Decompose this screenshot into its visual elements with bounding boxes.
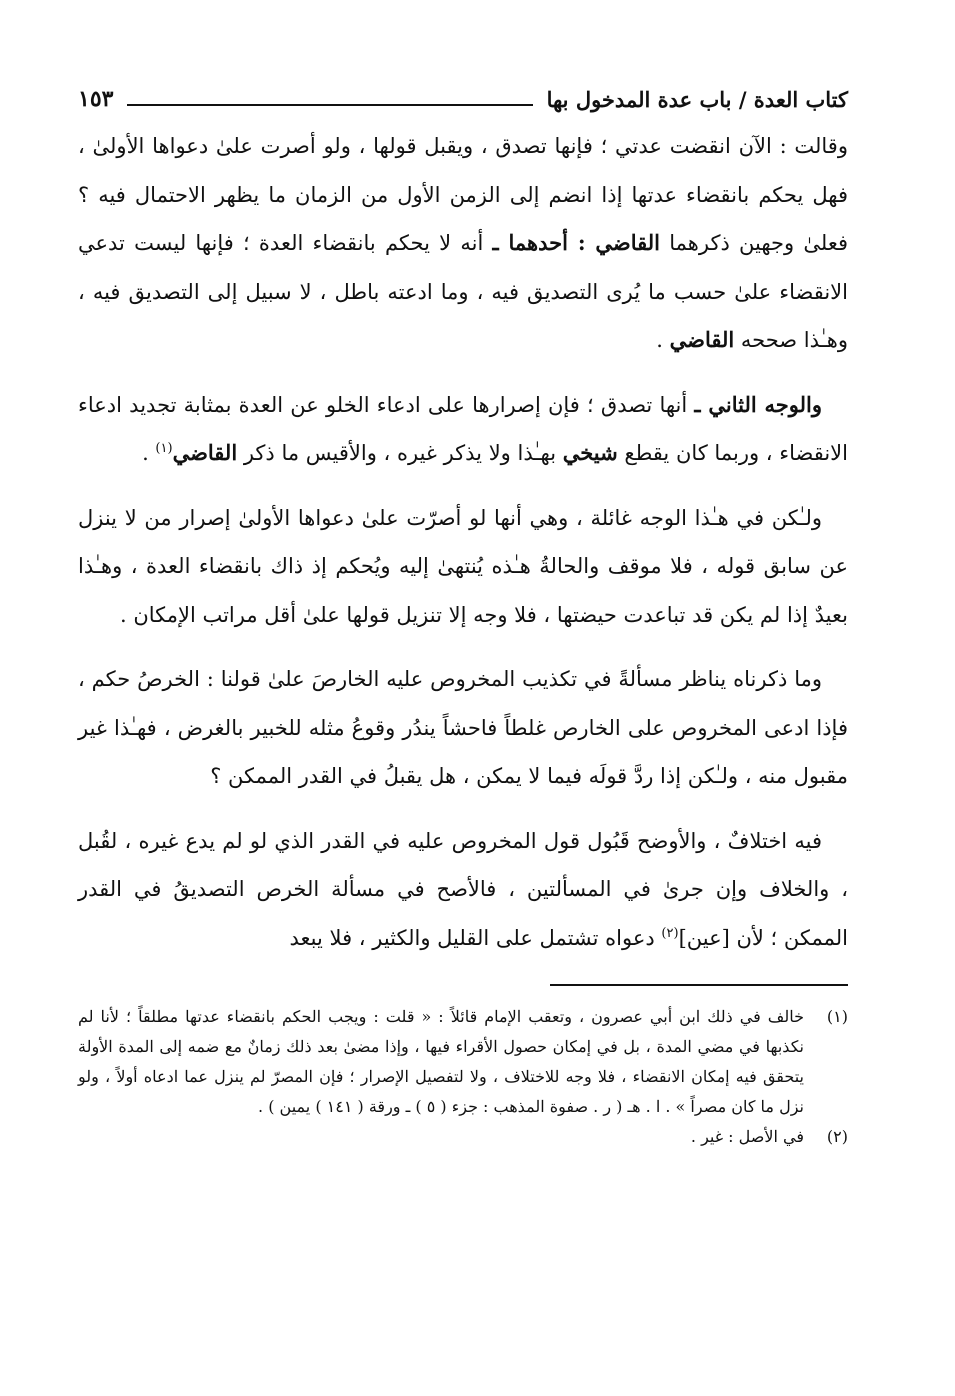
text-segment: أنه لا يحكم بانقضاء العدة ؛ فإنها ليست تدعي الانقضاء علىٰ حسب ما يُرى التصديق فيه ، وما ادعته باطل ، لا سبيل إلى التصديق فيه ، وهـٰذا صححه [78,231,848,352]
text-segment: فيه اختلافٌ ، والأوضح قَبُول قول المخروص عليه في القدر الذي لو لم يدع غيره ، لقُبل ، والخلاف وإن جرىٰ في المسألتين ، فالأصح في مسألة الخرص التصديقُ في القدر الممكن ؛ لأن [عين] [78,828,848,950]
document-page [78,78,848,1152]
paragraph-4 [78,655,848,801]
bold-term: القاضي : أحدهما ـ [492,230,661,255]
text-segment: وقالت : الآن انقضت عدتي ؛ فإنها تصدق ، ويقبل قولها ، ولو أصرت علىٰ دعواها الأولىٰ ، فهل يحكم بانقضاء عدتها إذا انضم إلى الزمن الأول من الزمان ما يظهر الاحتمال فيه ؟ فعلىٰ وجهين ذكرهما [78,134,848,255]
bold-term: والوجه الثاني ـ [694,391,823,417]
text-segment: وما ذكرناه يناظر مسألةً في تكذيب المخروص عليه الخارصَ علىٰ قولنا : الخرصُ حكم ، فإذا ادعى المخروص على الخارص غلطاً فاحشاً يندُر وقوعُ مثله للخبير بالغرض ، فهـٰذا غير مقبول منه ، ولـٰكن إذا ردَّ قولَه فيما لا يمكن ، هل يقبلُ في القدر الممكن ؟ [78,667,848,788]
footnotes [78,1002,848,1152]
page-number: ١٥٣ [78,86,114,112]
bold-term: شيخي [562,440,618,465]
footnote-ref: (١) [155,441,173,456]
header-rule [127,104,532,106]
text-segment: بهـٰذا ولا يذكر غيره ، والأقيس ما ذكر [237,441,563,465]
footnote-1 [78,1002,848,1122]
text-segment: ولـٰكن في هـٰذا الوجه غائلة ، وهي أنها لو أصرّت علىٰ دعواها الأولىٰ إصرار من لا ينزل عن سابق قوله ، فلا موقف والحالةُ هـٰذه يُنتهىٰ إليه ويُحكم إذ ذاك بانقضاء العدة ، وهـٰذا بعيدٌ إذا لم يكن قد تباعدت حيضتها ، فلا وجه إلا تنزيل قولها علىٰ أقل مراتب الإمكان . [78,505,848,627]
footnote-number: (٢) [826,1127,848,1146]
running-header [78,78,848,120]
footnote-text: في الأصل : غير . [690,1127,804,1146]
paragraph-3 [78,494,848,640]
bold-term: القاضي [669,327,735,352]
footnote-separator [550,984,848,986]
chapter-title: كتاب العدة / باب عدة المدخول بها [546,86,848,112]
body-text [78,122,848,962]
bold-term: القاضي [172,440,238,465]
text-segment: . [142,441,156,465]
footnote-2 [78,1122,848,1152]
paragraph-5 [78,817,848,963]
footnote-number: (١) [826,1007,848,1026]
text-segment: أنها تصدق ؛ فإن إصرارها على ادعاء الخلو عن العدة بمثابة تجديد ادعاء الانقضاء ، وربما كان يقطع [78,392,848,465]
paragraph-1 [78,122,848,365]
footnote-text: خالف في ذلك ابن أبي عصرون ، وتعقب الإمام قائلاً : « قلت : ويجب الحكم بانقضاء عدتها مطلقاً ؛ لأنا لم نكذبها في مضي المدة ، بل في إمكان حصول الأقراء فيها ، وإذا مضىٰ بعد ذلك زمانٌ مع ضمه إلى المدة الأولة يتحقق فيه إمكان الانقضاء ، فلا وجه للاختلاف ، ولا لتفصيل الإصرار ؛ فإن المصرّ لم ينزل عما ادعاه أولاً ، ولو نزل ما كان مصراً » . ا . هـ ( ر . صفوة المذهب : جزء ( ٥ ) ـ ورقة ( ١٤١ ) يمين ) . [78,1007,804,1116]
footnote-ref: (٢) [661,925,679,941]
text-segment: . [656,328,670,352]
paragraph-2 [78,381,848,478]
text-segment: دعواه تشتمل على القليل والكثير ، فلا يبعد [289,925,662,950]
